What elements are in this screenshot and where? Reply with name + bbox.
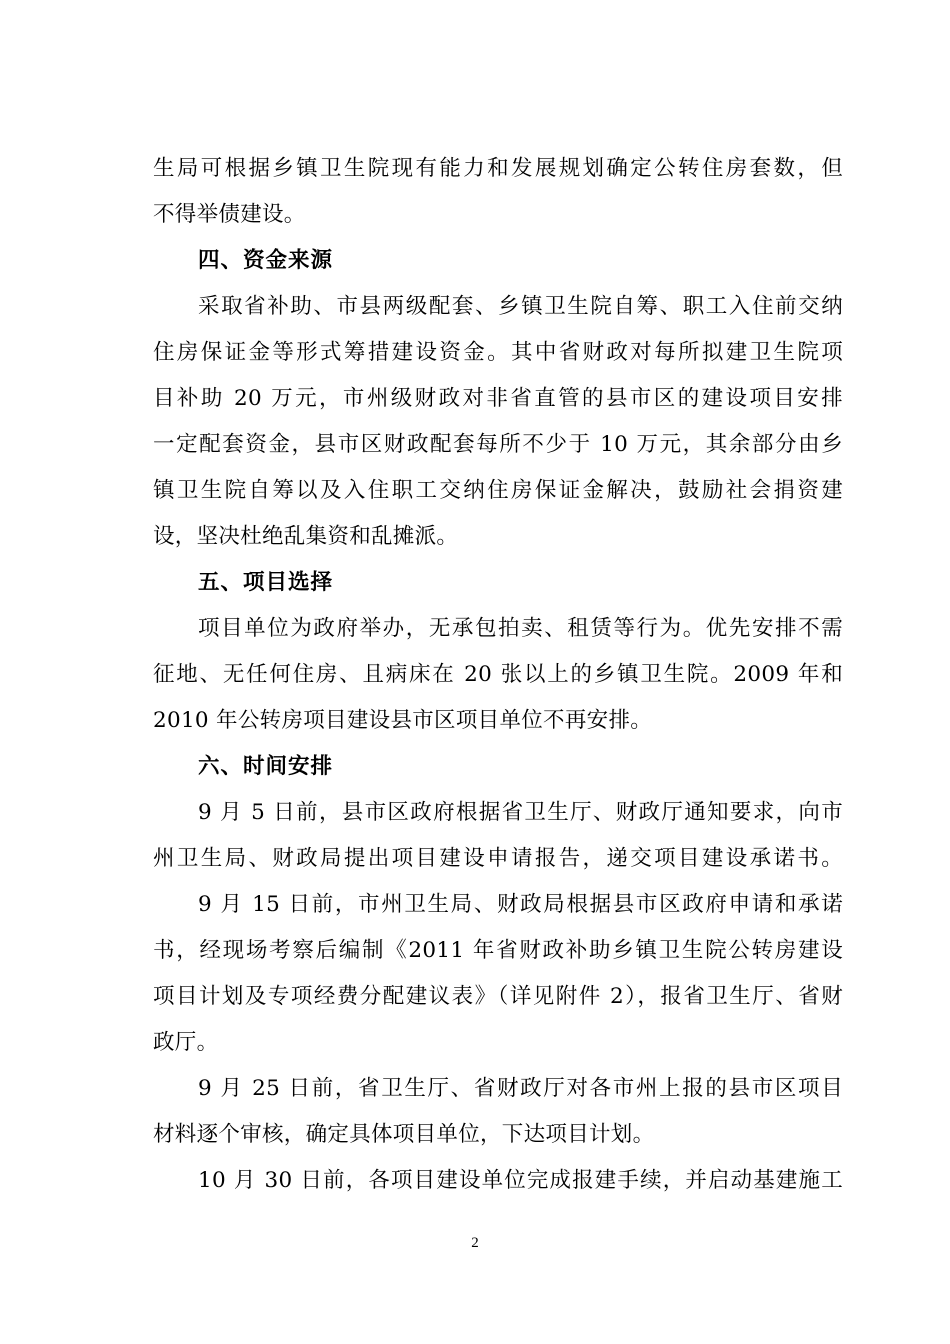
body-text-line: 采取省补助、市县两级配套、乡镇卫生院自筹、职工入住前交纳 <box>198 294 843 319</box>
body-text-line: 住房保证金等形式筹措建设资金。其中省财政对每所拟建卫生院项 <box>153 340 843 365</box>
page-number: 2 <box>471 1235 479 1251</box>
body-text-line: 书，经现场考察后编制《2011 年省财政补助乡镇卫生院公转房建设 <box>153 938 843 963</box>
body-text-line: 镇卫生院自筹以及入住职工交纳住房保证金解决，鼓励社会捐资建 <box>153 478 843 503</box>
body-text-line: 项目单位为政府举办，无承包拍卖、租赁等行为。优先安排不需 <box>198 616 843 641</box>
body-text-line: 10 月 30 日前，各项目建设单位完成报建手续，并启动基建施工 <box>198 1168 843 1193</box>
body-text-line: 生局可根据乡镇卫生院现有能力和发展规划确定公转住房套数，但 <box>153 156 843 181</box>
body-text-line: 材料逐个审核，确定具体项目单位，下达项目计划。 <box>153 1122 655 1147</box>
body-text-line: 不得举债建设。 <box>153 202 306 227</box>
section-heading-project-selection: 五、项目选择 <box>198 570 334 595</box>
section-heading-funding-source: 四、资金来源 <box>198 248 334 273</box>
body-text-line: 项目计划及专项经费分配建议表》（详见附件 2），报省卫生厅、省财 <box>153 984 843 1009</box>
body-text-line: 9 月 5 日前，县市区政府根据省卫生厅、财政厅通知要求，向市 <box>198 800 843 825</box>
body-text-line: 9 月 25 日前，省卫生厅、省财政厅对各市州上报的县市区项目 <box>198 1076 843 1101</box>
body-text-line: 征地、无任何住房、且病床在 20 张以上的乡镇卫生院。2009 年和 <box>153 662 843 687</box>
body-text-line: 2010 年公转房项目建设县市区项目单位不再安排。 <box>153 708 653 733</box>
body-text-line: 一定配套资金，县市区财政配套每所不少于 10 万元，其余部分由乡 <box>153 432 843 457</box>
body-text-line: 9 月 15 日前，市州卫生局、财政局根据县市区政府申请和承诺 <box>198 892 843 917</box>
body-text-line: 政厅。 <box>153 1030 219 1055</box>
body-text-line: 州卫生局、财政局提出项目建设申请报告，递交项目建设承诺书。 <box>153 846 843 871</box>
section-heading-schedule: 六、时间安排 <box>198 754 334 779</box>
body-text-line: 设，坚决杜绝乱集资和乱摊派。 <box>153 524 459 549</box>
body-text-line: 目补助 20 万元，市州级财政对非省直管的县市区的建设项目安排 <box>153 386 843 411</box>
